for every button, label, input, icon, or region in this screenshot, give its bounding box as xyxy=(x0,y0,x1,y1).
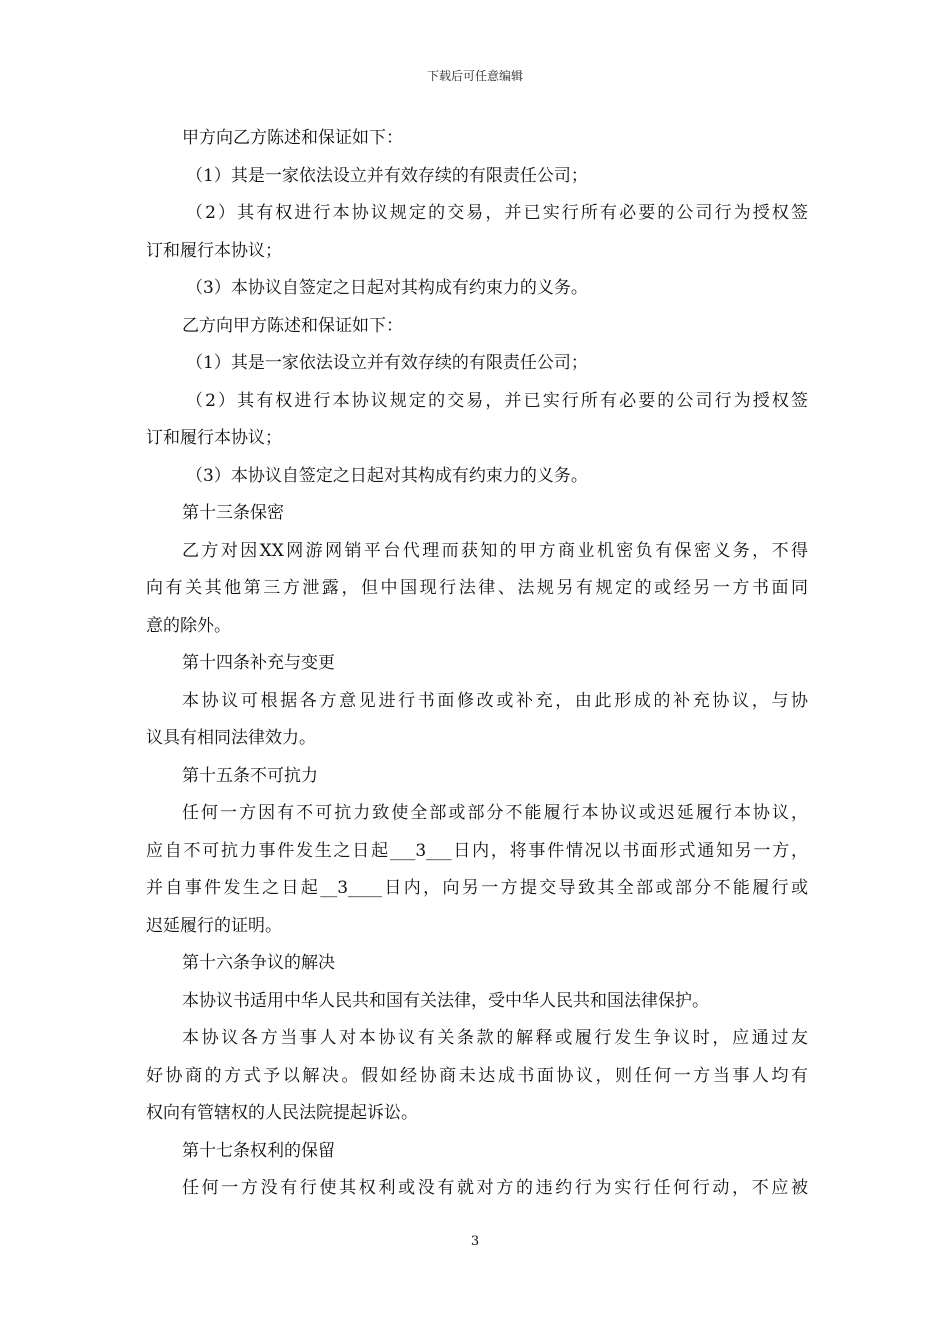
paragraph-line: 乙方向甲方陈述和保证如下： xyxy=(182,315,403,336)
paragraph-line: 本协议各方当事人对本协议有关条款的解释或履行发生争议时，应通过友 xyxy=(182,1028,808,1048)
page-header: 下载后可任意编辑 xyxy=(426,69,523,83)
paragraph-line: 迟延履行的证明。 xyxy=(146,915,282,936)
paragraph-line: 议具有相同法律效力。 xyxy=(146,728,316,748)
paragraph-line: 甲方向乙方陈述和保证如下： xyxy=(182,128,403,148)
paragraph-line: 本协议书适用中华人民共和国有关法律，受中华人民共和国法律保护。 xyxy=(182,990,709,1011)
paragraph-line: （2）其有权进行本协议规定的交易，并已实行所有必要的公司行为授权签 xyxy=(186,203,808,223)
paragraph-line: （1）其是一家依法设立并有效存续的有限责任公司； xyxy=(186,165,588,186)
paragraph-line: （3）本协议自签定之日起对其构成有约束力的义务。 xyxy=(186,278,588,298)
paragraph-line: 订和履行本协议； xyxy=(146,240,282,261)
section-heading: 第十四条补充与变更 xyxy=(182,653,335,673)
paragraph-line: 好协商的方式予以解决。假如经协商未达成书面协议，则任何一方当事人均有 xyxy=(146,1065,808,1086)
paragraph-line: 本协议可根据各方意见进行书面修改或补充，由此形成的补充协议，与协 xyxy=(182,690,808,711)
page-number: 3 xyxy=(470,1234,480,1249)
section-heading: 第十三条保密 xyxy=(182,503,284,523)
paragraph-line: 并自事件发生之日起__3____日内，向另一方提交导致其全部或部分不能履行或 xyxy=(146,878,808,898)
paragraph-line: 订和履行本协议； xyxy=(146,428,282,448)
paragraph-line: （1）其是一家依法设立并有效存续的有限责任公司； xyxy=(186,353,588,373)
paragraph-line: 权向有管辖权的人民法院提起诉讼。 xyxy=(146,1103,418,1123)
paragraph-line: 意的除外。 xyxy=(146,615,231,636)
section-heading: 第十六条争议的解决 xyxy=(182,953,335,973)
section-heading: 第十七条权利的保留 xyxy=(182,1140,335,1161)
paragraph-line: （2）其有权进行本协议规定的交易，并已实行所有必要的公司行为授权签 xyxy=(186,390,808,411)
paragraph-line: 任何一方因有不可抗力致使全部或部分不能履行本协议或迟延履行本协议， xyxy=(182,803,808,823)
paragraph-line: 乙方对因XX网游网销平台代理而获知的甲方商业机密负有保密义务，不得 xyxy=(182,540,808,561)
document-body xyxy=(146,120,808,1208)
paragraph-line: 应自不可抗力事件发生之日起___3___日内，将事件情况以书面形式通知另一方， xyxy=(146,840,808,861)
section-heading: 第十五条不可抗力 xyxy=(182,765,318,786)
paragraph-line: 向有关其他第三方泄露，但中国现行法律、法规另有规定的或经另一方书面同 xyxy=(146,578,808,598)
paragraph-line: （3）本协议自签定之日起对其构成有约束力的义务。 xyxy=(186,465,588,486)
paragraph-line: 任何一方没有行使其权利或没有就对方的违约行为实行任何行动，不应被 xyxy=(182,1178,808,1198)
